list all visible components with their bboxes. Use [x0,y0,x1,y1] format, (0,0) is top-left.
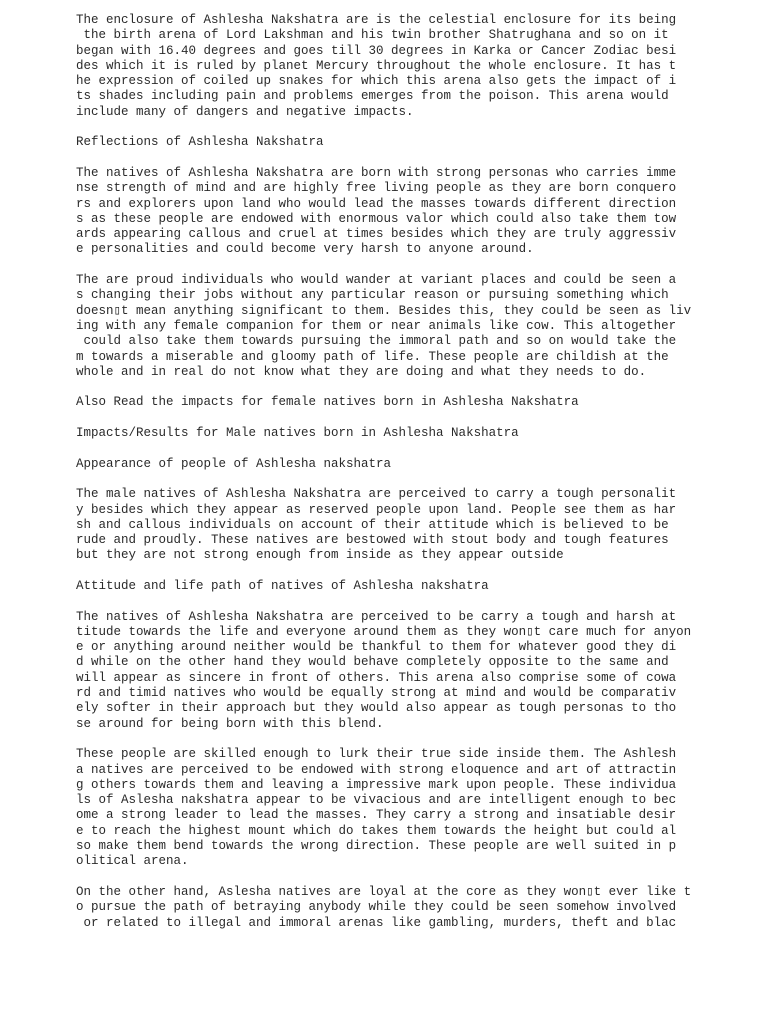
intro-paragraph [76,13,696,120]
text-line: but they are not strong enough from inside as they appear outside [76,548,564,563]
text-line: se around for being born with this blend. [76,716,384,731]
text-line: ing with any female companion for them or near animals like cow. This altogether [76,318,677,333]
text-line: doesn▯t mean anything significant to them. Besides this, they could be seen as liv [76,303,692,318]
text-line: ls of Aslesha nakshatra appear to be vivacious and are intelligent enough to bec [76,793,677,808]
text-line: ely softer in their approach but they would also appear as tough personas to tho [76,701,677,716]
text-line: The are proud individuals who would wander at variant places and could be seen a [76,273,677,288]
text-line: titude towards the life and everyone around them as they won▯t care much for anyon [76,624,692,639]
text-line: whole and in real do not know what they are doing and what they needs to do. [76,364,647,379]
text-line: ts shades including pain and problems emerges from the poison. This arena would [76,89,669,104]
also-read-link-line [76,395,696,410]
heading-line: Appearance of people of Ashlesha nakshatra [76,456,392,471]
text-line: ome a strong leader to lead the masses. They carry a strong and insatiable desir [76,808,677,823]
text-line: These people are skilled enough to lurk their true side inside them. The Ashlesh [76,747,677,762]
document-page [76,13,696,946]
text-line: so make them bend towards the wrong direction. These people are well suited in p [76,839,677,854]
text-line: s changing their jobs without any particular reason or pursuing something which [76,288,669,303]
text-line: e to reach the highest mount which do takes them towards the height but could al [76,823,677,838]
proud-individuals-paragraph [76,273,696,380]
text-line: rude and proudly. These natives are bestowed with stout body and tough features [76,533,669,548]
section-heading-male-impacts [76,426,696,441]
text-line: include many of dangers and negative impacts. [76,104,414,119]
text-line: m towards a miserable and gloomy path of life. These people are childish at the [76,349,669,364]
text-line: rs and explorers upon land who would lead the masses towards different direction [76,196,677,211]
text-line: des which it is ruled by planet Mercury throughout the whole enclosure. It has t [76,58,677,73]
text-line: nse strength of mind and are highly free living people as they are born conquero [76,181,677,196]
attitude-paragraph [76,610,696,732]
text-line: e or anything around neither would be thankful to them for whatever good they di [76,640,677,655]
heading-line: Also Read the impacts for female natives born in Ashlesha Nakshatra [76,395,579,410]
section-heading-appearance [76,457,696,472]
heading-line: Impacts/Results for Male natives born in Ashlesha Nakshatra [76,426,519,441]
text-line: d while on the other hand they would behave completely opposite to the same and [76,655,669,670]
text-line: sh and callous individuals on account of their attitude which is believed to be [76,517,669,532]
text-line: e personalities and could become very harsh to anyone around. [76,242,534,257]
heading-line: Attitude and life path of natives of Ashlesha nakshatra [76,578,489,593]
loyal-natives-paragraph [76,885,696,931]
text-line: y besides which they appear as reserved people upon land. People see them as har [76,502,677,517]
text-line: the birth arena of Lord Lakshman and his twin brother Shatrughana and so on it [76,28,669,43]
text-line: The enclosure of Ashlesha Nakshatra are is the celestial enclosure for its being [76,13,677,27]
section-heading-reflections [76,135,696,150]
text-line: he expression of coiled up snakes for which this arena also gets the impact of i [76,74,677,89]
section-heading-attitude [76,579,696,594]
text-line: On the other hand, Aslesha natives are loyal at the core as they won▯t ever like t [76,884,692,899]
text-line: The natives of Ashlesha Nakshatra are born with strong personas who carries imme [76,165,677,180]
appearance-paragraph [76,487,696,563]
text-line: The natives of Ashlesha Nakshatra are perceived to be carry a tough and harsh at [76,609,677,624]
text-line: s as these people are endowed with enormous valor which could also take them tow [76,211,677,226]
text-line: rd and timid natives who would be equally strong at mind and would be comparativ [76,686,677,701]
text-line: g others towards them and leaving a impressive mark upon people. These individua [76,777,677,792]
text-line: could also take them towards pursuing the immoral path and so on would take the [76,334,677,349]
text-line: a natives are perceived to be endowed with strong eloquence and art of attractin [76,762,677,777]
text-line: ards appearing callous and cruel at times besides which they are truly aggressiv [76,227,677,242]
text-line: or related to illegal and immoral arenas like gambling, murders, theft and blac [76,915,677,930]
text-line: will appear as sincere in front of others. This arena also comprise some of cowa [76,670,677,685]
text-line: began with 16.40 degrees and goes till 30 degrees in Karka or Cancer Zodiac besi [76,43,677,58]
reflections-paragraph [76,166,696,258]
skilled-people-paragraph [76,747,696,869]
heading-line: Reflections of Ashlesha Nakshatra [76,135,324,150]
text-line: The male natives of Ashlesha Nakshatra are perceived to carry a tough personalit [76,487,677,502]
text-line: o pursue the path of betraying anybody while they could be seen somehow involved [76,900,677,915]
text-line: olitical arena. [76,854,189,869]
